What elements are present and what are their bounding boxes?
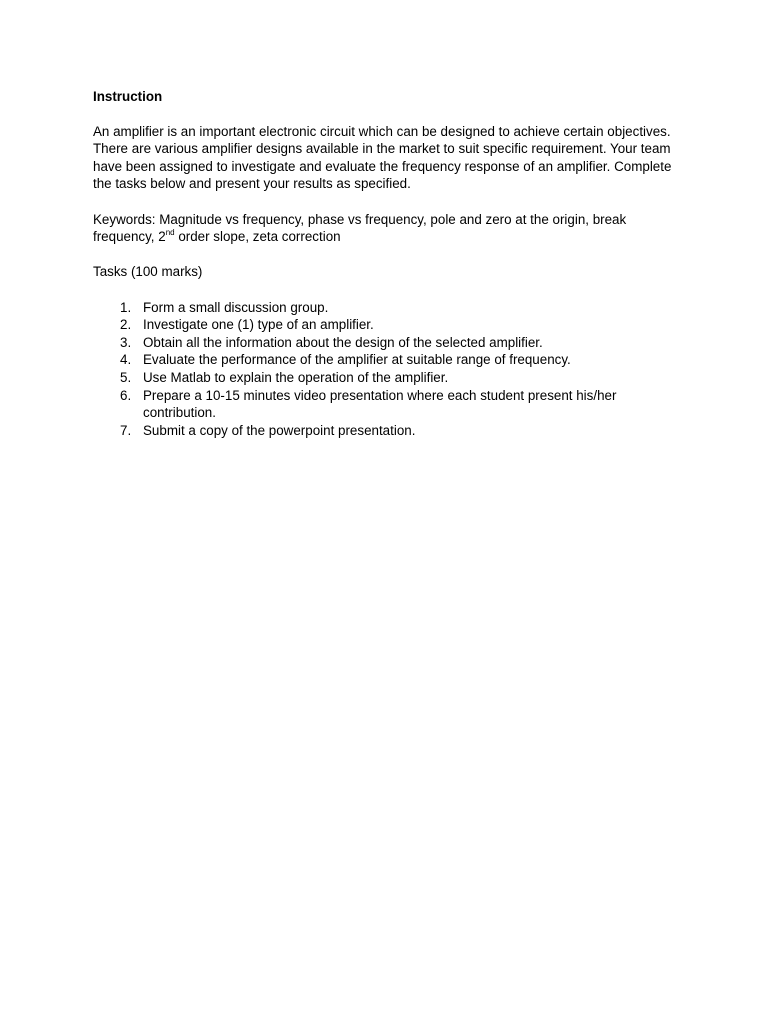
keywords-text: Keywords: Magnitude vs frequency, phase vs frequency, pole and zero at the origin, break frequency, 2 (93, 211, 627, 245)
task-number: 5. (120, 369, 132, 385)
spacer (93, 281, 673, 299)
task-text: Investigate one (1) type of an amplifier. (143, 317, 374, 333)
intro-paragraph: An amplifier is an important electronic circuit which can be designed to achieve certain objectives. There are various amplifier designs available in the market to suit specific requirement. Your team have been assigned to investigate and evaluate the frequency response of an amplifier. Complete the tasks below and present your results as specified. (93, 123, 672, 192)
task-item (93, 422, 673, 440)
task-text: Prepare a 10-15 minutes video presentation where each student present his/her contribution. (143, 387, 617, 421)
keywords-text-end: order slope, zeta correction (174, 229, 341, 245)
task-item (93, 351, 673, 369)
spacer (93, 106, 673, 123)
task-text: Evaluate the performance of the amplifier at suitable range of frequency. (143, 352, 571, 368)
spacer (93, 246, 673, 264)
keywords-paragraph (93, 211, 673, 246)
task-text: Obtain all the information about the design of the selected amplifier. (143, 334, 543, 350)
tasks-heading: Tasks (100 marks) (93, 264, 203, 280)
task-number: 2. (120, 317, 132, 333)
task-number: 1. (120, 299, 132, 315)
task-number: 4. (120, 352, 132, 368)
task-number: 6. (120, 387, 132, 403)
task-item (93, 387, 673, 422)
task-number: 3. (120, 334, 132, 350)
task-text: Form a small discussion group. (143, 299, 329, 315)
spacer (93, 193, 673, 211)
document-page (93, 88, 673, 439)
task-item (93, 369, 673, 387)
document-heading: Instruction (93, 89, 163, 104)
task-item (93, 334, 673, 352)
task-text: Use Matlab to explain the operation of the amplifier. (143, 369, 449, 385)
task-number: 7. (120, 422, 132, 438)
task-item (93, 299, 673, 317)
ordinal-superscript: nd (165, 227, 175, 237)
task-item (93, 316, 673, 334)
task-list (93, 299, 673, 440)
task-text: Submit a copy of the powerpoint presentation. (143, 422, 416, 438)
